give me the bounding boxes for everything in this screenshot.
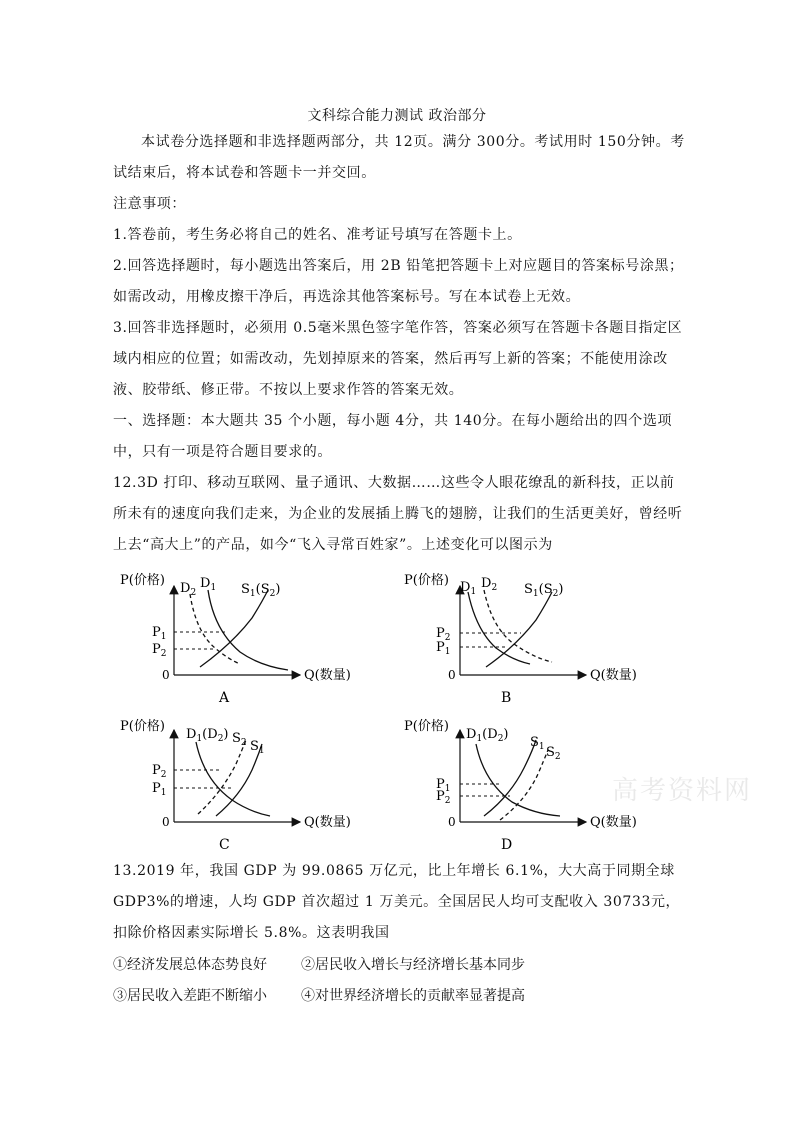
x-axis-label: Q(数量) [304, 668, 351, 683]
supply-curve [486, 592, 552, 667]
demand-label: $D_1(D_2)$ [186, 727, 229, 744]
graph-d [404, 718, 637, 853]
graph-label-b: B [501, 690, 512, 706]
demand-curve-d1 [468, 592, 530, 664]
y-axis-label: P(价格) [120, 719, 165, 734]
section-one-heading: 一、选择题：本大题共 35 个小题，每小题 4分，共 140分。在每小题给出的四个选项中，只有一项是符合题目要求的。 [113, 413, 673, 460]
graph-label-a: A [219, 690, 230, 706]
graph-label-c: C [219, 837, 230, 853]
question-12: 12.3D 打印、移动互联网、量子通讯、大数据……这些令人眼花缭乱的新科技，正以前所未有的速度向我们走来，为企业的发展插上腾飞的翅膀，让我们的生活更美好，曾经听上去“高大上”的产品，如今“飞入寻常百姓家”。上述变化可以图示为 [113, 475, 683, 553]
demand-curve-d2 [190, 594, 240, 664]
q13-options-row-1 [113, 950, 688, 981]
supply-curve-s2 [198, 740, 246, 814]
q13-option-1: ①经济发展总体态势良好 [113, 957, 267, 973]
supply-label: $S_1(S_2)$ [241, 582, 281, 599]
q13-options-row-2 [113, 981, 688, 1012]
demand-curve-d2 [484, 590, 552, 662]
demand-curve-d1 [208, 590, 288, 670]
y-axis-label: P(价格) [404, 573, 449, 588]
notice-item-1: 1.答卷前，考生务必将自己的姓名、准考证号填写在答题卡上。 [113, 227, 522, 243]
x-axis-label: Q(数量) [590, 668, 637, 683]
demand-label-d2: $D_2$ [481, 576, 498, 593]
q13-option-4: ④对世界经济增长的贡献率显著提高 [301, 988, 525, 1004]
supply-curve-s1 [216, 744, 262, 816]
intro-paragraph: 本试卷分选择题和非选择题两部分，共 12页。满分 300分。考试用时 150分钟。考试结束后，将本试卷和答题卡一并交回。 [113, 134, 685, 181]
origin-label: 0 [162, 668, 170, 682]
supply-label-s1: $S_1$ [530, 735, 545, 752]
demand-label-d1: $D_1$ [460, 580, 477, 597]
supply-label-s1: $S_1$ [250, 739, 265, 756]
x-axis-label: Q(数量) [304, 815, 351, 830]
origin-label: 0 [162, 815, 170, 829]
price-label-bottom: $P_1$ [152, 781, 167, 798]
price-label-top: $P_2$ [152, 763, 167, 780]
q13-option-3: ③居民收入差距不断缩小 [113, 988, 267, 1004]
supply-curve-s2 [500, 750, 548, 820]
graph-b [404, 572, 637, 706]
page-title: 文科综合能力测试 政治部分 [307, 108, 487, 124]
origin-label: 0 [448, 668, 456, 682]
graph-c [120, 718, 351, 853]
notice-heading: 注意事项： [113, 196, 186, 212]
price-label-bottom: $P_2$ [436, 789, 451, 806]
supply-label-s2: $S_2$ [232, 731, 247, 748]
origin-label: 0 [448, 815, 456, 829]
notice-item-3: 3.回答非选择题时，必须用 0.5毫米黑色签字笔作答，答案必须写在答题卡各题目指定区域内相应的位置；如需改动，先划掉原来的答案，然后再写上新的答案；不能使用涂改液、胶带纸、修正带。不按以上要求作答的答案无效。 [113, 320, 683, 398]
y-axis-label: P(价格) [404, 719, 449, 734]
supply-label: $S_1(S_2)$ [524, 582, 564, 599]
demand-label-d1: $D_1$ [200, 576, 217, 593]
notice-item-2: 2.回答选择题时，每小题选出答案后，用 2B 铅笔把答题卡上对应题目的答案标号涂黑；如需改动，用橡皮擦干净后，再选涂其他答案标号。写在本试卷上无效。 [113, 258, 684, 305]
watermark: 高考资料网 [612, 776, 753, 806]
graph-a [120, 572, 351, 706]
supply-demand-graphs [0, 560, 794, 860]
price-label-bottom: $P_2$ [152, 642, 167, 659]
price-label-top: $P_1$ [152, 625, 167, 642]
supply-curve-s1 [484, 740, 536, 816]
price-label-bottom: $P_1$ [436, 640, 451, 657]
q13-option-2: ②居民收入增长与经济增长基本同步 [301, 957, 525, 973]
demand-label: $D_1(D_2)$ [466, 727, 509, 744]
question-13: 13.2019 年，我国 GDP 为 99.0865 万亿元，比上年增长 6.1%，大大高于同期全球 GDP3%的增速，人均 GDP 首次超过 1 万美元。全国居民人均可支配收入 30733元，扣除价格因素实际增长 5.8%。这表明我国 [113, 863, 681, 941]
y-axis-label: P(价格) [120, 573, 165, 588]
demand-label-d2: $D_2$ [180, 581, 197, 598]
price-label-top: $P_1$ [436, 777, 451, 794]
x-axis-label: Q(数量) [590, 815, 637, 830]
price-label-top: $P_2$ [436, 626, 451, 643]
graph-label-d: D [501, 837, 513, 853]
supply-label-s2: $S_2$ [546, 745, 561, 762]
